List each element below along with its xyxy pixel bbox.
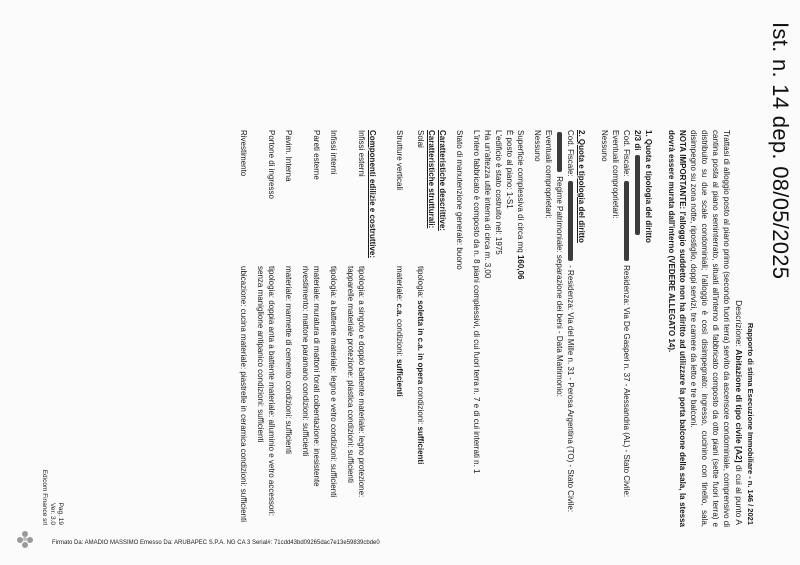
table-row: Infissi esterni tipologia: a singolo e doppio battente materiale: legno protezione: tapparelle materiale protezione: plastica condizioni: sufficienti — [346, 130, 366, 498]
table-row: Rivestimento ubicazione: cucina materiale: piastrelle in ceramica condizioni: sufficienti — [239, 130, 248, 522]
table-row: Pavim. Interna materiale: marmette di cemento condizioni: sufficienti — [284, 130, 293, 454]
section-2-comproprietari-value: Nessuno — [533, 130, 542, 162]
section-2-comproprietari-label: Eventuali comproprietari: — [544, 130, 553, 219]
document-body — [238, 130, 732, 527]
section-1-fiscal: Cod. Fiscale: Residenza: Via De Gasperi n. 37 - Alessandria (AL) - Stato Civile: — [622, 130, 631, 498]
table-row: Infissi interni tipologia: a battente materiale: legno e vetro condizioni: sufficienti — [329, 130, 338, 498]
section-1-title: 1. Quota e tipologia del diritto — [644, 130, 653, 243]
section-1-comproprietari-label: Eventuali comproprietari: — [611, 130, 620, 219]
signature-seal-icon — [14, 528, 36, 550]
section-1-quota: 2/3 di — [632, 130, 643, 527]
table-row: Solai tipologia: soletta in c.a. in opera condizioni: sufficienti — [416, 130, 425, 465]
caratteristiche-descrittive: Caratteristiche descrittive: — [438, 130, 447, 231]
deposit-stamp: Ist. n. 14 dep. 08/05/2025 — [768, 22, 793, 280]
section-2-title: 2. Quota e tipologia del diritto — [577, 130, 586, 243]
table-row: Pareti esterne materiale: muratura di mattoni forati coibentazione: inesistente rivestimento: mattone paramano condizioni: sufficienti — [301, 130, 321, 487]
page-footer: Pag. 19 Ver. 3.0 Edicom Finance srl — [41, 469, 64, 525]
table-row: Portone di ingresso tipologia: doppia anta a battente materiale: alluminio e vetro accessori: senza maniglione antipanico condizioni: sufficienti — [256, 130, 276, 516]
altezza-line: Ha un'altezza utile interna di circa m. 3,00 — [483, 130, 492, 279]
redaction-mark — [557, 132, 562, 172]
description-line: Descrizione: Abitazione di tipo civile [A2] di cui al punto A — [734, 300, 744, 525]
important-note: NOTA IMPORTANTE: l'alloggio suddetto non ha diritto ad utilizzare la porta balcone della sala, la stessa dovrà essere murata dall'interno (VEDERE ALLEGATO 14). — [667, 130, 687, 527]
fabbricato-line: L'intero fabbricato è composto da n. 8 piani complessivi, di cui fuori terra n. 7 e di cui interrati n. 1 — [472, 130, 481, 474]
manutenzione-line: Stato di manutenzione generale: buono — [455, 130, 464, 270]
section-2-fiscal: Cod. Fiscale: - Residenza: Via del Mille n. 31 - Perosa Argentina (TO) - Stato Civile: — [566, 130, 575, 513]
report-header: Rapporto di stima Esecuzione Immobiliare - n. 146 / 2021 — [746, 322, 755, 525]
redaction-mark — [568, 181, 573, 261]
redaction-mark — [635, 155, 640, 235]
digital-signature-line: Firmato Da: AMADIO MASSIMO Emesso Da: ARUBAPEC S.P.A. NG CA 3 Serial#: 71cdd43bd09265dac7e13e59839cbde0 — [52, 540, 380, 546]
intro-paragraph: Trattasi di alloggio posto al piano primo (secondo fuori terra) servito da ascensore condominiale, comprensivo di cantina posta al piano seminterrato, situati all'interno di fabbricato composto da otto piani (sette fuori terra) e distribuito su due scale condominiali; l'alloggio è così disimpegnato: ingresso, cucinino con tinello, sala, disimpegno su zona notte, ripostiglio, doppi servizi, tre camere da letto e tre balconi. — [689, 130, 731, 527]
section-2-regime: Regime Patrimoniale: separazione dei beni - Data Matrimonio: — [554, 130, 565, 527]
superficie-line: Superficie complessiva di circa mq 160,06 — [516, 130, 525, 280]
costruito-line: L'edificio è stato costruito nel: 1975 — [494, 130, 503, 255]
caratteristiche-strutturali: Caratteristiche strutturali: — [427, 130, 436, 229]
componenti-title: Componenti edilizie e costruttive: — [368, 130, 377, 259]
table-row: Strutture verticali materiale: c.a. condizioni: sufficienti — [395, 130, 404, 397]
section-1-comproprietari-value: Nessuno — [600, 130, 609, 162]
redaction-mark — [624, 181, 629, 261]
piano-line: È posto al piano: 1-S1 — [505, 130, 514, 209]
